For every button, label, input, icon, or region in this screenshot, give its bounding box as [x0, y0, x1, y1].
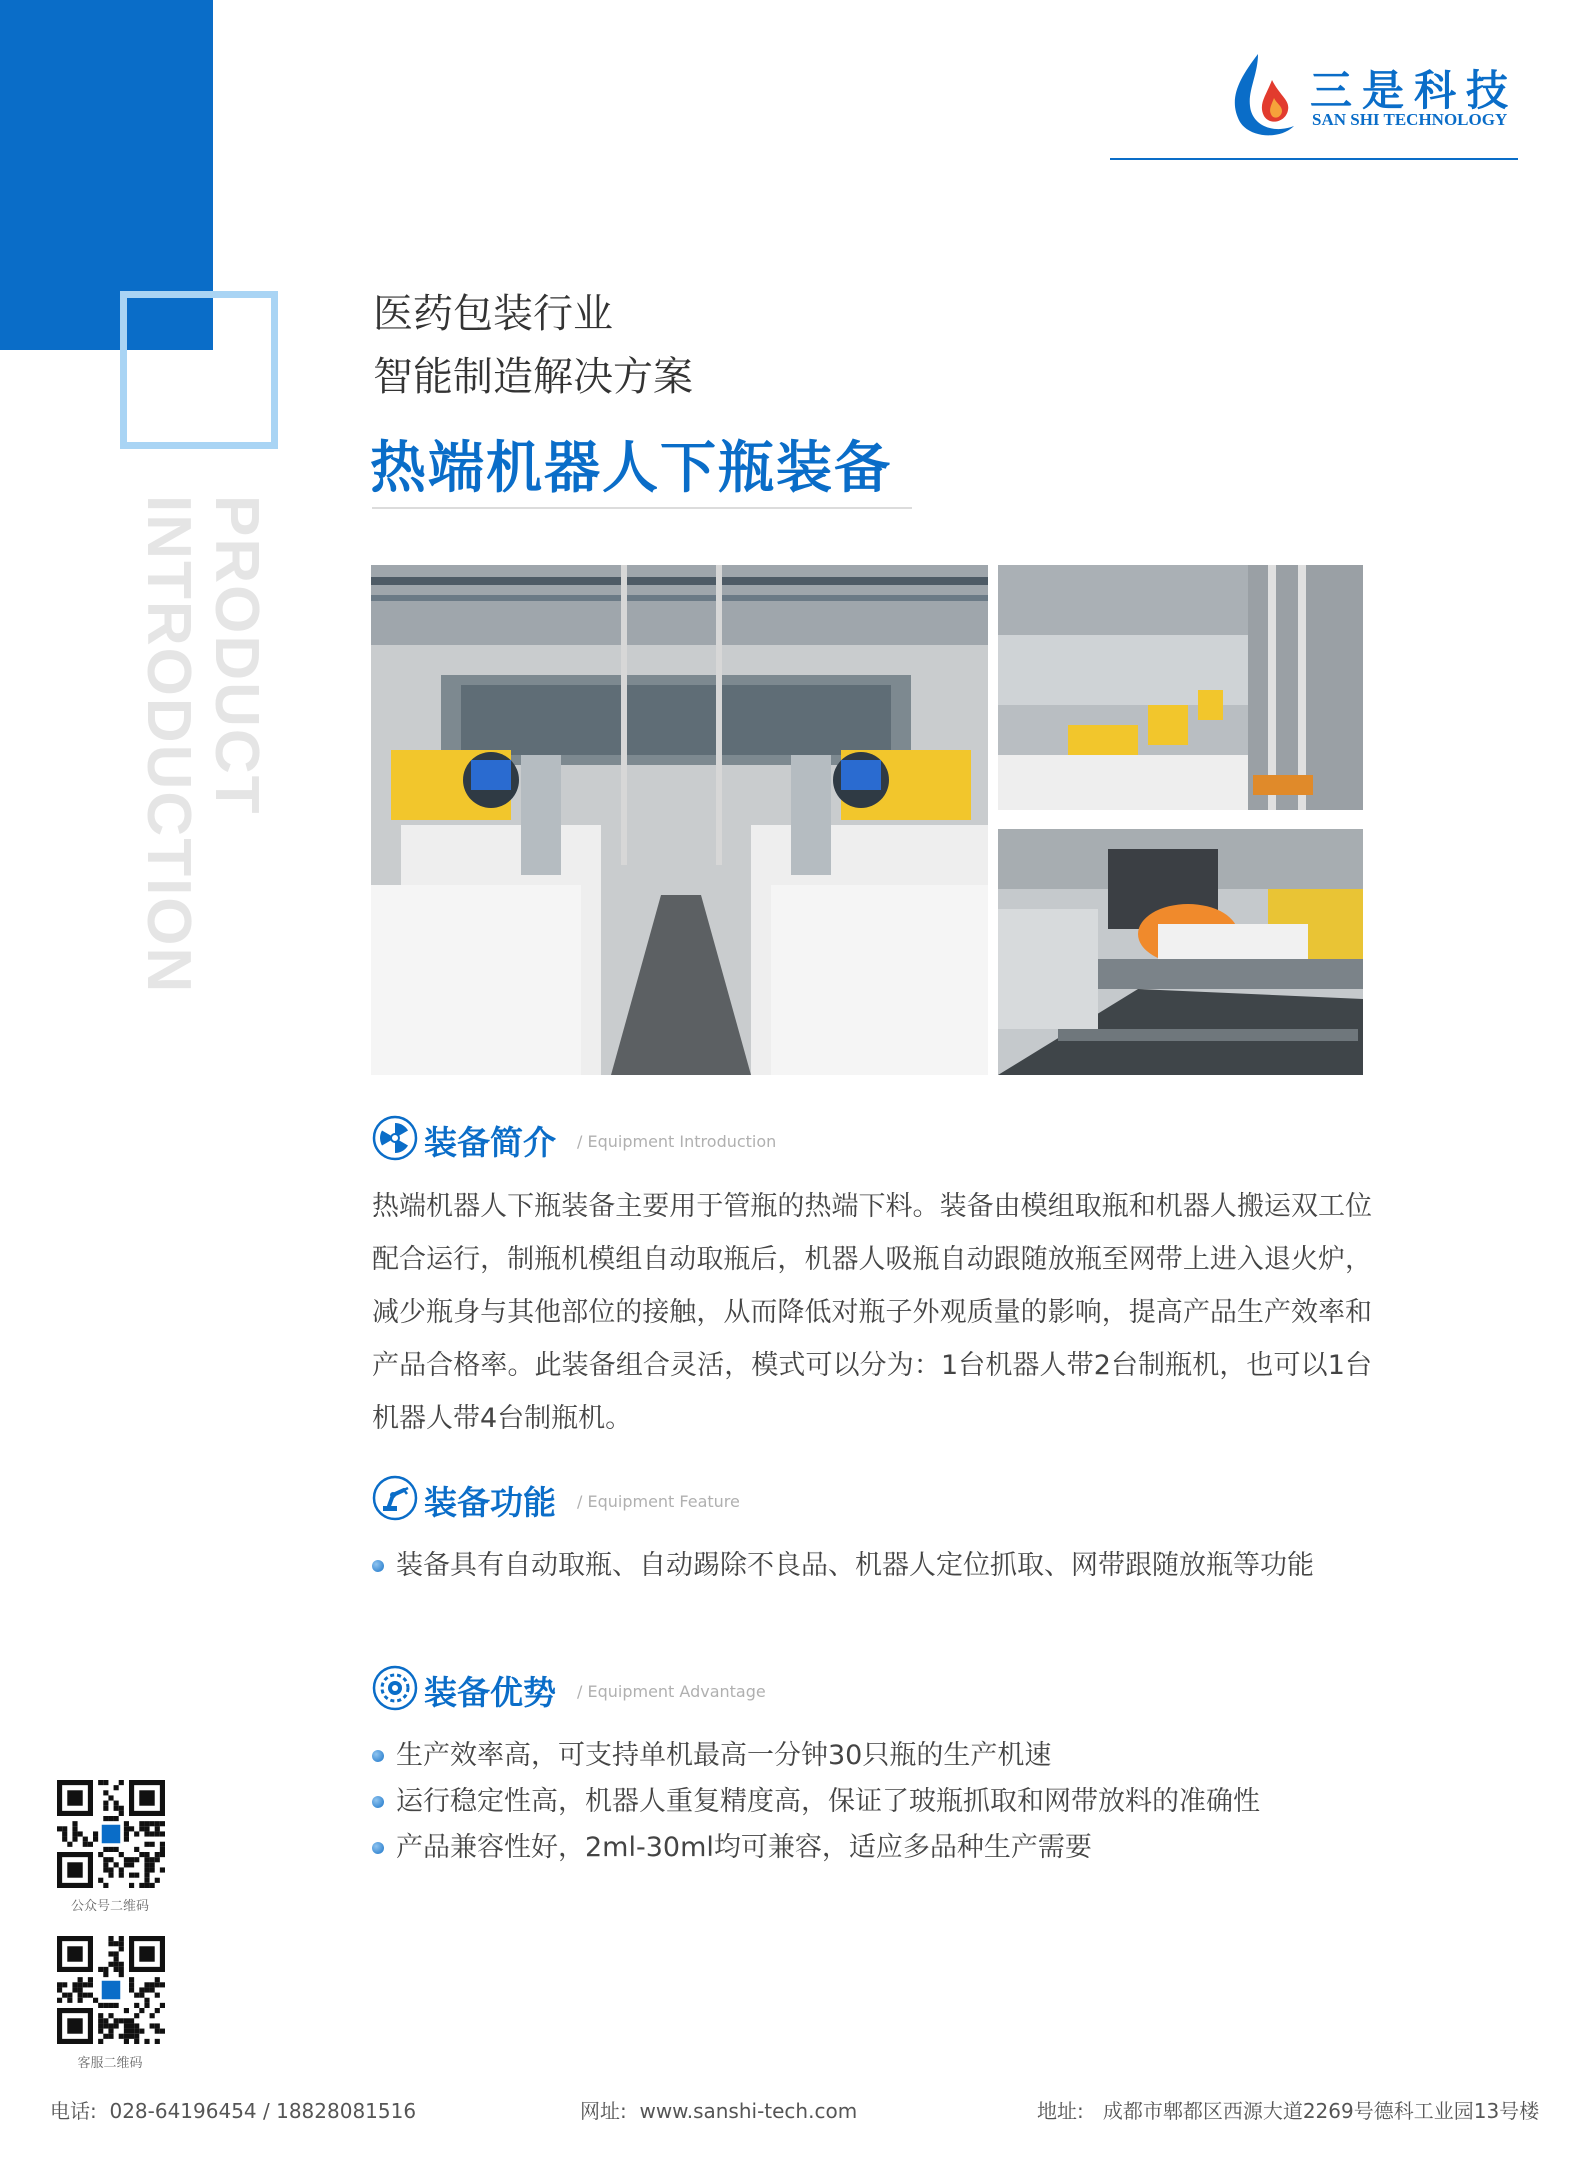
target-gear-icon: [372, 1665, 418, 1711]
bullet-dot-icon: [372, 1842, 384, 1854]
section-feature-title: 装备功能: [424, 1483, 556, 1522]
list-item: 生产效率高，可支持单机最高一分钟30只瓶的生产机速: [372, 1733, 1260, 1779]
section-intro-title: 装备简介: [424, 1123, 556, 1162]
flame-logo-icon: [1228, 50, 1308, 142]
brand-name-en: SAN SHI TECHNOLOGY: [1312, 110, 1508, 129]
section-intro-en: / Equipment Introduction: [577, 1132, 777, 1151]
section-advantage-en: / Equipment Advantage: [577, 1682, 766, 1701]
title-divider: [372, 507, 912, 509]
subtitle-line-2: 智能制造解决方案: [373, 354, 693, 400]
wechat-qr-code: [57, 1780, 165, 1888]
footer-address: 地址: 成都市郫都区西源大道2269号德科工业园13号楼: [1037, 2099, 1540, 2123]
footer-phone: 电话: 028-64196454 / 18828081516: [50, 2099, 417, 2123]
service-qr-label: 客服二维码: [77, 2056, 143, 2071]
bullet-dot-icon: [372, 1750, 384, 1762]
footer-website[interactable]: 网址: www.sanshi-tech.com: [580, 2099, 858, 2123]
intro-paragraph: 热端机器人下瓶装备主要用于管瓶的热端下料。装备由模组取瓶和机器人搬运双工位配合运行，制瓶机模组自动取瓶后，机器人吸瓶自动跟随放瓶至网带上进入退火炉，减少瓶身与其他部位的接触，从而降低对瓶子外观质量的影响，提高产品生产效率和产品合格率。此装备组合灵活，模式可以分为：1台机器人带2台制瓶机，也可以1台机器人带4台制瓶机。: [372, 1191, 1372, 1434]
list-item: 运行稳定性高，机器人重复精度高，保证了玻瓶抓取和网带放料的准确性: [372, 1779, 1260, 1825]
list-item: 产品兼容性好，2ml-30ml均可兼容，适应多品种生产需要: [372, 1825, 1260, 1871]
feature-list: [372, 1543, 1314, 1589]
radiation-icon: [372, 1115, 418, 1161]
robot-arm-icon: [372, 1475, 418, 1521]
subtitle-line-1: 医药包装行业: [373, 291, 613, 337]
factory-photo-top-right: [998, 565, 1363, 810]
brand-name-cn: 三是科技: [1310, 66, 1519, 115]
page-title: 热端机器人下瓶装备: [370, 436, 892, 501]
factory-photo-main: [371, 565, 988, 1075]
section-feature-en: / Equipment Feature: [577, 1492, 740, 1511]
factory-photo-bottom-right: [998, 829, 1363, 1075]
section-advantage-title: 装备优势: [424, 1673, 556, 1712]
side-watermark-text: PRODUCT INTRODUCTION: [134, 495, 271, 995]
outline-square: [120, 291, 278, 449]
header-divider: [1110, 158, 1518, 160]
wechat-qr-label: 公众号二维码: [70, 1899, 149, 1914]
bullet-dot-icon: [372, 1796, 384, 1808]
bullet-dot-icon: [372, 1560, 384, 1572]
advantage-list: [372, 1733, 1260, 1871]
list-item: 装备具有自动取瓶、自动踢除不良品、机器人定位抓取、网带跟随放瓶等功能: [372, 1543, 1314, 1589]
service-qr-code: [57, 1936, 165, 2044]
